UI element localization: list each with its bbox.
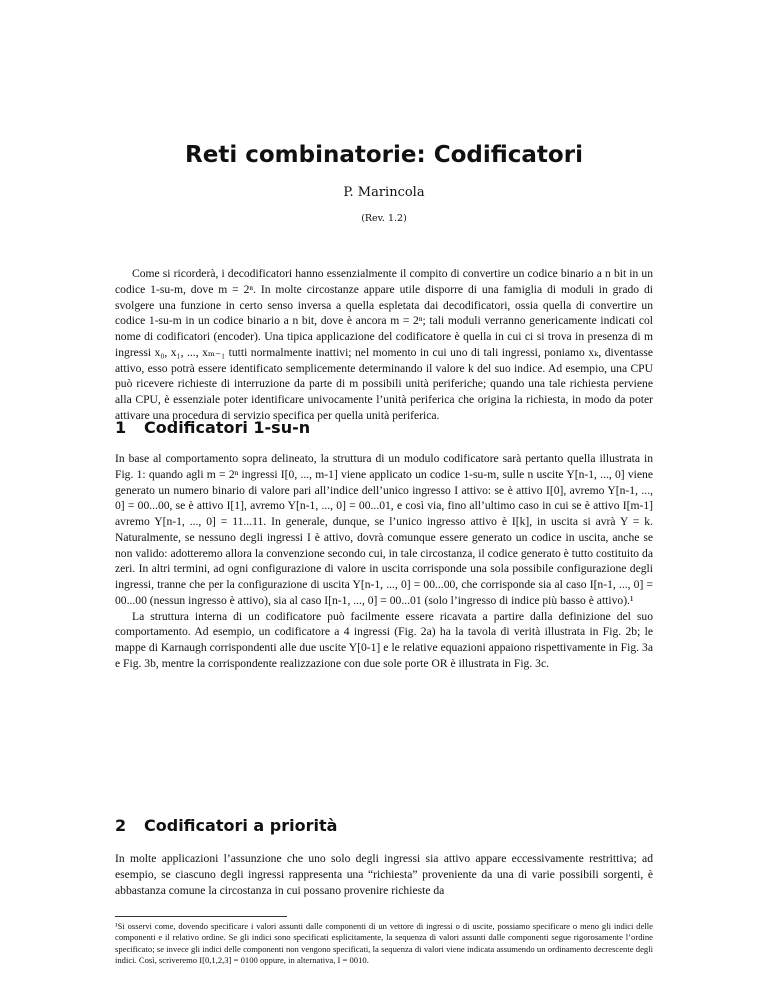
- section-1-paragraph-1: In base al comportamento sopra delineato, la struttura di un modulo codificatore sarà pertanto quella illustrata in Fig. 1: quando agli m = 2ⁿ ingressi I[0, ..., m-1] viene applicato un codice 1-su-m, sulle n uscite Y[n-1, ..., 0] viene generato un numero binario di valore pari all’indice dell’unico ingresso I attivo: se è attivo I[0], avremo Y[n-1, ..., 0] = 00...00, se è attivo I[1], avremo Y[n-1, ..., 0] = 00...01, e così via, fino all’ultimo caso in cui se è attivo I[m-1] avremo Y[n-1, ..., 0] = 11...11. In generale, dunque, se l’unico ingresso attivo è I[k], in uscita si avrà Y = k. Naturalmente, se nessuno degli ingressi I è attivo, dovrà comunque essere generato un codice in uscita, anche se non valido: adotteremo allora la convenzione secondo cui, in tale circostanza, il codice generato è tutto costituito da zeri. In altri termini, ad ogni configurazione di valore in uscita corrisponde una sola possibile configurazione degli ingressi, tranne che per la configurazione di uscita Y[n-1, ..., 0] = 00...00, che corrisponde sia al caso I[n-1, ..., 0] = 00...00 (nessun ingresso è attivo), sia al caso I[n-1, ..., 0] = 00...01 (solo l’ingresso di indice più basso è attivo).¹: [115, 452, 653, 607]
- section-title: Codificatori 1-su-n: [144, 418, 311, 437]
- section-title: Codificatori a priorità: [144, 816, 338, 835]
- section-2-body: [115, 851, 653, 898]
- section-2-heading: [115, 816, 653, 835]
- section-1-paragraph-2: La struttura interna di un codificatore può facilmente essere ricavata a partire dalla definizione del suo comportamento. Ad esempio, un codificatore a 4 ingressi (Fig. 2a) ha la tavola di verità illustrata in Fig. 2b; le mappe di Karnaugh corrispondenti alle due uscite Y[0-1] e le relative equazioni appaiono rispettivamente in Fig. 3a e Fig. 3b, mentre la corrispondente realizzazione con due sole porte OR è illustrata in Fig. 3c.: [115, 609, 653, 670]
- revision: (Rev. 1.2): [361, 213, 407, 224]
- footnote-rule: [115, 916, 287, 917]
- section-number: 1: [115, 418, 127, 437]
- intro-paragraph: Come si ricorderà, i decodificatori hanno essenzialmente il compito di convertire un codice binario a n bit in un codice 1-su-m, dove m = 2ⁿ. In molte circostanze appare utile disporre di una famiglia di moduli in grado di svolgere una funzione in certo senso inversa a quella espletata dai decodificatori, ossia quella di convertire un codice 1-su-m in un codice binario a n bit, dove è ancora m = 2ⁿ; tali moduli verranno genericamente indicati col nome di codificatori (encoder). Una tipica applicazione del codificatore è quella in cui ci si trova in presenza di m ingressi x₀, x₁, ..., xₘ₋₁ tutti normalmente inattivi; nel momento in cui uno di tali ingressi, poniamo xₖ, diventasse attivo, esso potrà essere identificato semplicemente determinando il valore k del suo indice. Ad esempio, una CPU può ricevere richieste di interruzione da parte di m possibili unità periferiche; quando una tale richiesta perviene alla CPU, è essenziale poter identificare univocamente l’unità periferica che origina la richiesta, in modo da poter attivare una procedura di servizio specifica per quella unità periferica.: [115, 267, 653, 422]
- section-2-paragraph-1: In molte applicazioni l’assunzione che uno solo degli ingressi sia attivo appare eccessivamente restrittiva; ad esempio, se ciascuno degli ingressi rappresenta una “richiesta” proveniente da una di varie possibili sorgenti, è abbastanza comune la circostanza in cui possano provenire richieste da: [115, 852, 653, 897]
- section-1-body: [115, 451, 653, 672]
- section-number: 2: [115, 816, 127, 835]
- intro-section: [115, 266, 653, 424]
- author: P. Marincola: [343, 185, 425, 200]
- paper-title: Reti combinatorie: Codificatori: [185, 142, 583, 168]
- footnote: ¹Si osservi come, dovendo specificare i valori assunti dalle componenti di un vettore di ingressi o di uscite, possiamo specificare o meno gli indici delle componenti e il relativo ordine. Se gli indici sono specificati esplicitamente, la sequenza di valori assunti dalle componenti segue rigorosamente l’ordine specificato; se invece gli indici delle componenti non vengono specificati, la sequenza di valori viene indicata assumendo un ordinamento decrescente degli indici. Così, scriveremo I[0,1,2,3] = 0100 oppure, in alternativa, I = 0010.: [115, 921, 653, 966]
- section-1-heading: [115, 418, 653, 437]
